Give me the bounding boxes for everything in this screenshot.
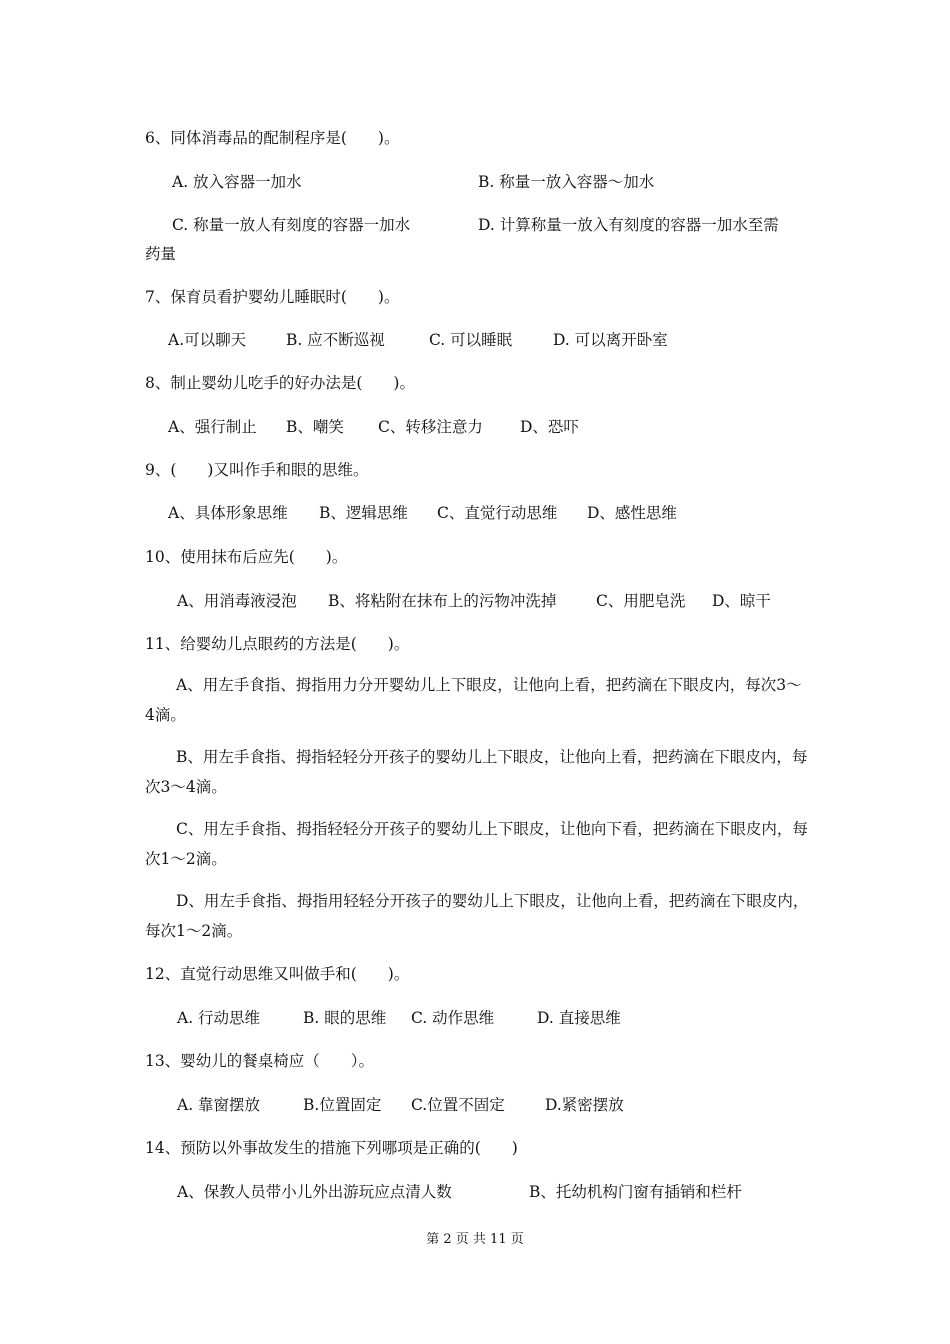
page-footer: 第 2 页 共 11 页 xyxy=(426,1232,524,1247)
question-12-option-d: D. 直接思维 xyxy=(537,1009,621,1027)
question-7-stem: 7、保育员看护婴幼儿睡眠时( )。 xyxy=(145,288,400,306)
question-6-option-d-continued: 药量 xyxy=(145,245,177,263)
question-8-option-b: B、嘲笑 xyxy=(286,418,344,436)
question-11-option-b: B、用左手食指、拇指轻轻分开孩子的婴幼儿上下眼皮，让他向上看，把药滴在下眼皮内，每次3～4滴。 xyxy=(145,748,808,796)
question-12-option-b: B. 眼的思维 xyxy=(303,1009,387,1027)
question-13-option-d: D.紧密摆放 xyxy=(545,1096,624,1114)
question-6-option-b: B. 称量一放入容器～加水 xyxy=(478,173,655,191)
question-8-option-c: C、转移注意力 xyxy=(378,418,483,436)
question-12-option-a: A. 行动思维 xyxy=(177,1009,261,1027)
question-7-option-c: C. 可以睡眠 xyxy=(429,331,513,349)
question-6-option-c: C. 称量一放人有刻度的容器一加水 xyxy=(172,216,411,234)
question-13-option-a: A. 靠窗摆放 xyxy=(177,1096,261,1114)
question-10-option-a: A、用消毒液浸泡 xyxy=(177,592,297,610)
question-8-option-d: D、恐吓 xyxy=(520,418,579,436)
question-14-stem: 14、预防以外事故发生的措施下列哪项是正确的( ) xyxy=(145,1139,518,1157)
question-10-stem: 10、使用抹布后应先( )。 xyxy=(145,548,348,566)
question-12-stem: 12、直觉行动思维又叫做手和( )。 xyxy=(145,965,410,983)
question-10-option-c: C、用肥皂洗 xyxy=(596,592,686,610)
question-9-option-a: A、具体形象思维 xyxy=(168,504,288,522)
question-7-option-a: A.可以聊天 xyxy=(168,331,247,349)
question-6-option-d: D. 计算称量一放入有刻度的容器一加水至需 xyxy=(478,216,779,234)
question-11-option-c: C、用左手食指、拇指轻轻分开孩子的婴幼儿上下眼皮，让他向下看，把药滴在下眼皮内，每次1～2滴。 xyxy=(145,820,808,868)
question-10-option-d: D、晾干 xyxy=(712,592,771,610)
question-9-stem: 9、( )又叫作手和眼的思维。 xyxy=(145,461,369,479)
question-9-option-b: B、逻辑思维 xyxy=(319,504,408,522)
question-7-option-b: B. 应不断巡视 xyxy=(286,331,385,349)
question-7-option-d: D. 可以离开卧室 xyxy=(553,331,668,349)
question-14-option-a: A、保教人员带小儿外出游玩应点清人数 xyxy=(177,1183,452,1201)
question-9-option-d: D、感性思维 xyxy=(587,504,677,522)
question-13-option-c: C.位置不固定 xyxy=(411,1096,505,1114)
question-11-option-d: D、用左手食指、拇指用轻轻分开孩子的婴幼儿上下眼皮，让他向上看，把药滴在下眼皮内，每次1～2滴。 xyxy=(145,892,809,940)
question-10-option-b: B、将粘附在抹布上的污物冲洗掉 xyxy=(328,592,557,610)
question-14-option-b: B、托幼机构门窗有插销和栏杆 xyxy=(529,1183,742,1201)
question-9-option-c: C、直觉行动思维 xyxy=(437,504,558,522)
question-8-option-a: A、强行制止 xyxy=(168,418,257,436)
question-6-stem: 6、同体消毒品的配制程序是( )。 xyxy=(145,129,400,147)
question-13-option-b: B.位置固定 xyxy=(303,1096,382,1114)
question-12-option-c: C. 动作思维 xyxy=(411,1009,495,1027)
question-11-option-a: A、用左手食指、拇指用力分开婴幼儿上下眼皮，让他向上看，把药滴在下眼皮内，每次3～4滴。 xyxy=(145,676,802,724)
question-11-stem: 11、给婴幼儿点眼药的方法是( )。 xyxy=(145,635,410,653)
question-6-option-a: A. 放入容器一加水 xyxy=(172,173,302,191)
question-8-stem: 8、制止婴幼儿吃手的好办法是( )。 xyxy=(145,374,415,392)
question-13-stem: 13、婴幼儿的餐桌椅应（ ）。 xyxy=(145,1052,374,1070)
